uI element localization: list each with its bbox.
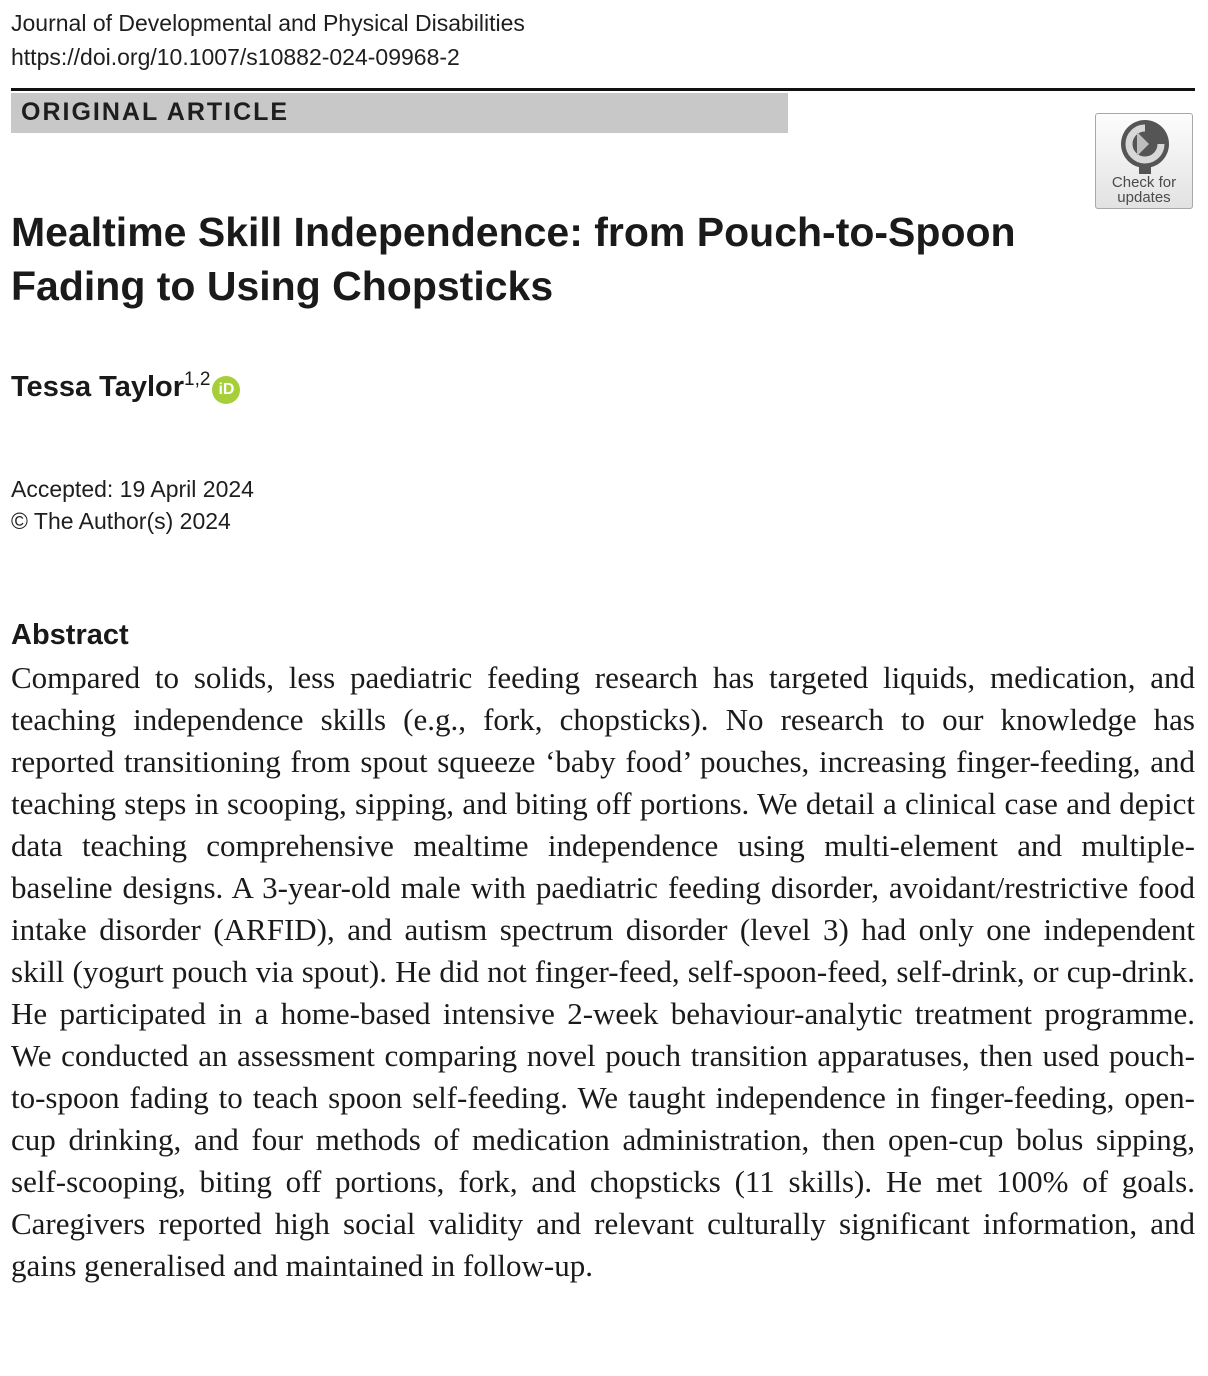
- author-affiliations: 1,2: [184, 369, 211, 390]
- article-title: Mealtime Skill Independence: from Pouch-to-Spoon Fading to Using Chopsticks: [11, 209, 1016, 309]
- doi-link[interactable]: https://doi.org/10.1007/s10882-024-09968-2: [11, 44, 460, 70]
- check-for-updates-icon: [1119, 118, 1171, 174]
- author-name[interactable]: Tessa Taylor: [11, 371, 185, 403]
- article-dates: [11, 473, 254, 537]
- article-type-bar: [11, 93, 788, 133]
- badge-line-2: updates: [1117, 189, 1171, 206]
- abstract-heading: Abstract: [11, 619, 129, 651]
- badge-line-1: Check for: [1111, 174, 1177, 191]
- copyright-notice: © The Author(s) 2024: [11, 508, 231, 534]
- check-for-updates-badge[interactable]: [1095, 113, 1193, 209]
- author-line: [11, 365, 240, 409]
- orcid-icon[interactable]: iD: [212, 376, 240, 404]
- check-for-updates-text: [1096, 175, 1192, 205]
- header-rule: [11, 88, 1195, 91]
- accepted-date: Accepted: 19 April 2024: [11, 476, 254, 502]
- journal-name: Journal of Developmental and Physical Disabilities: [11, 10, 525, 36]
- journal-header: [11, 6, 525, 74]
- abstract-text: Compared to solids, less paediatric feeding research has targeted liquids, medication, and teaching independence skills (e.g., fork, chopsticks). No research to our knowledge has reported transitioning from spout squeeze ‘baby food’ pouches, increasing finger-feeding, and teaching steps in scooping, sipping, and biting off portions. We detail a clinical case and depict data teaching comprehensive mealtime independence using multi-element and multiple-baseline designs. A 3-year-old male with paediatric feeding disorder, avoidant/restrictive food intake disorder (ARFID), and autism spectrum disorder (level 3) had only one independent skill (yogurt pouch via spout). He did not finger-feed, self-spoon-feed, self-drink, or cup-drink. He participated in a home-based intensive 2-week behaviour-analytic treatment programme. We conducted an assessment comparing novel pouch transition apparatuses, then used pouch-to-spoon fading to teach spoon self-feeding. We taught independence in finger-feeding, open-cup drinking, and four methods of medication administration, then open-cup bolus sipping, self-scooping, biting off portions, fork, and chopsticks (11 skills). He met 100% of goals. Caregivers reported high social validity and relevant culturally significant information, and gains generalised and maintained in follow-up.: [11, 660, 1195, 1283]
- article-type-label: ORIGINAL ARTICLE: [21, 98, 290, 126]
